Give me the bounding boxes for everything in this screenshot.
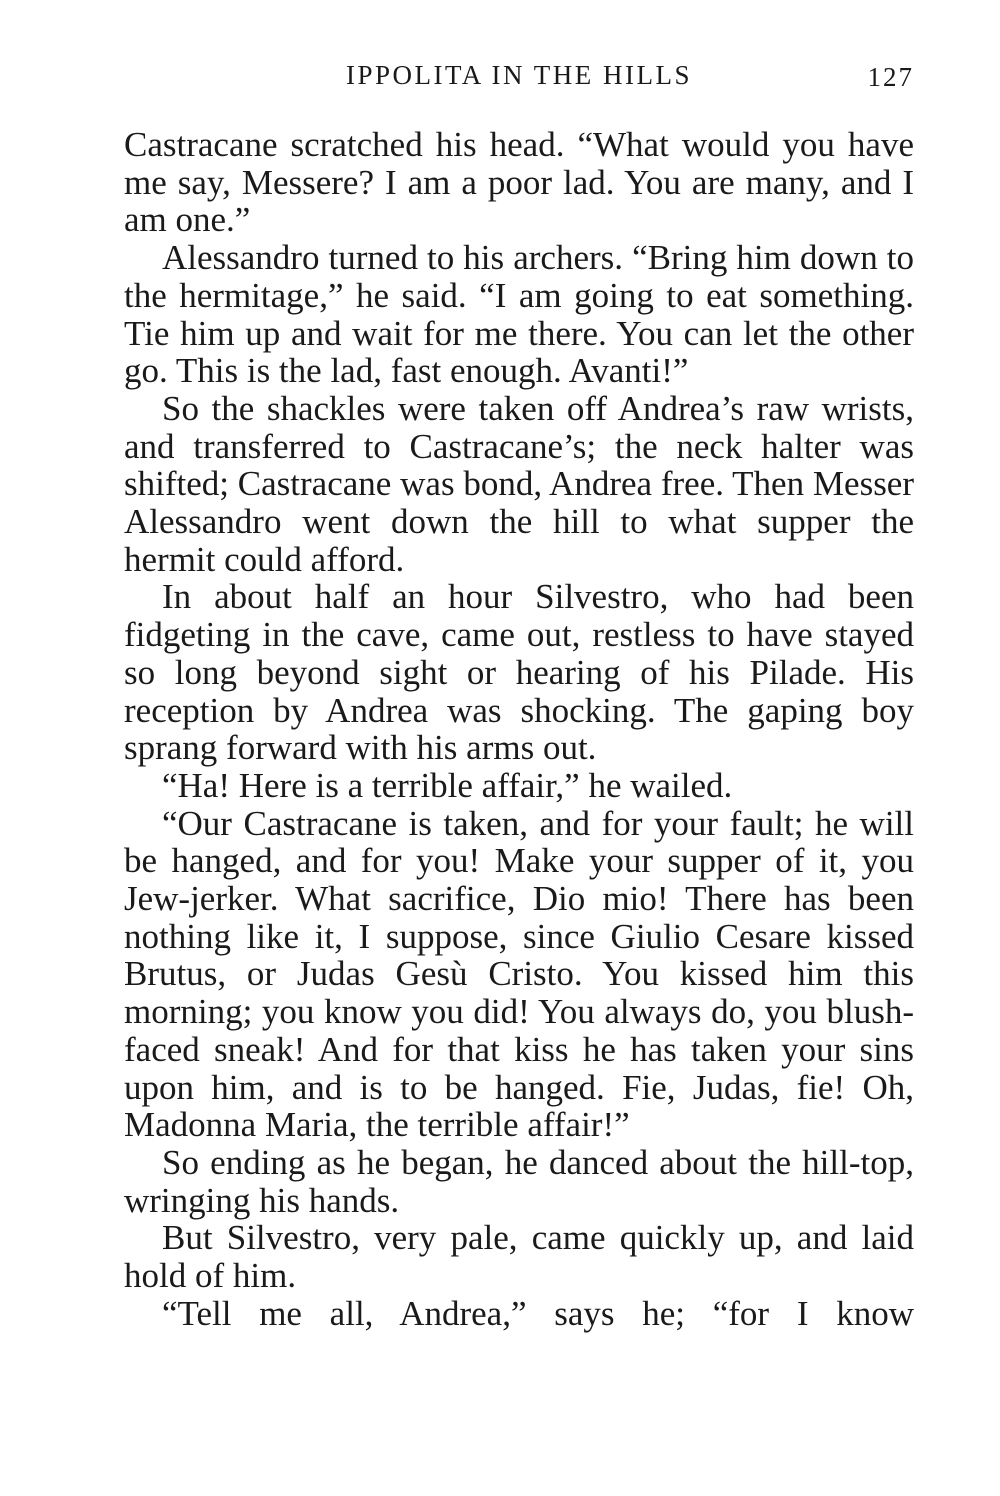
paragraph: But Silvestro, very pale, came quickly up, and laid hold of him. <box>124 1218 914 1296</box>
paragraph: “Ha! Here is a terrible affair,” he wailed. <box>162 765 733 805</box>
paragraph: So ending as he began, he danced about the hill-top, wringing his hands. <box>124 1142 914 1220</box>
paragraph: Castracane scratched his head. “What would you have me say, Messere? I am a poor lad. You are many, and I am one.” <box>124 125 914 240</box>
running-title: IPPOLITA IN THE HILLS <box>345 60 693 90</box>
running-head <box>124 58 914 98</box>
paragraph: In about half an hour Silvestro, who had been fidgeting in the cave, came out, restless to have stayed so long beyond sight or hearing of his Pilade. His reception by Andrea was shocking. The gaping boy sprang forward with his arms out. <box>124 577 914 768</box>
body-text <box>124 126 914 1333</box>
page-number: 127 <box>867 62 914 92</box>
paragraph: So the shackles were taken off Andrea’s raw wrists, and transferred to Castracane’s; the neck halter was shifted; Castracane was bond, Andrea free. Then Messer Alessandro went down the hill to what supper the hermit could afford. <box>124 388 914 579</box>
paragraph: Alessandro turned to his archers. “Bring him down to the hermitage,” he said. “I am going to eat something. Tie him up and wait for me there. You can let the other go. This is the lad, fast enough. Avanti!” <box>124 238 914 391</box>
paragraph: “Tell me all, Andrea,” says he; “for I know <box>162 1293 914 1333</box>
paragraph: “Our Castracane is taken, and for your fault; he will be hanged, and for you! Make your supper of it, you Jew-jerker. What sacrifice, Dio mio! There has been nothing like it, I suppose, since Giulio Cesare kissed Brutus, or Judas Gesù Cristo. You kissed him this morning; you know you did! You always do, you blush-faced sneak! And for that kiss he has taken your sins upon him, and is to be hanged. Fie, Judas, fie! Oh, Madonna Maria, the terrible affair!” <box>124 803 914 1145</box>
